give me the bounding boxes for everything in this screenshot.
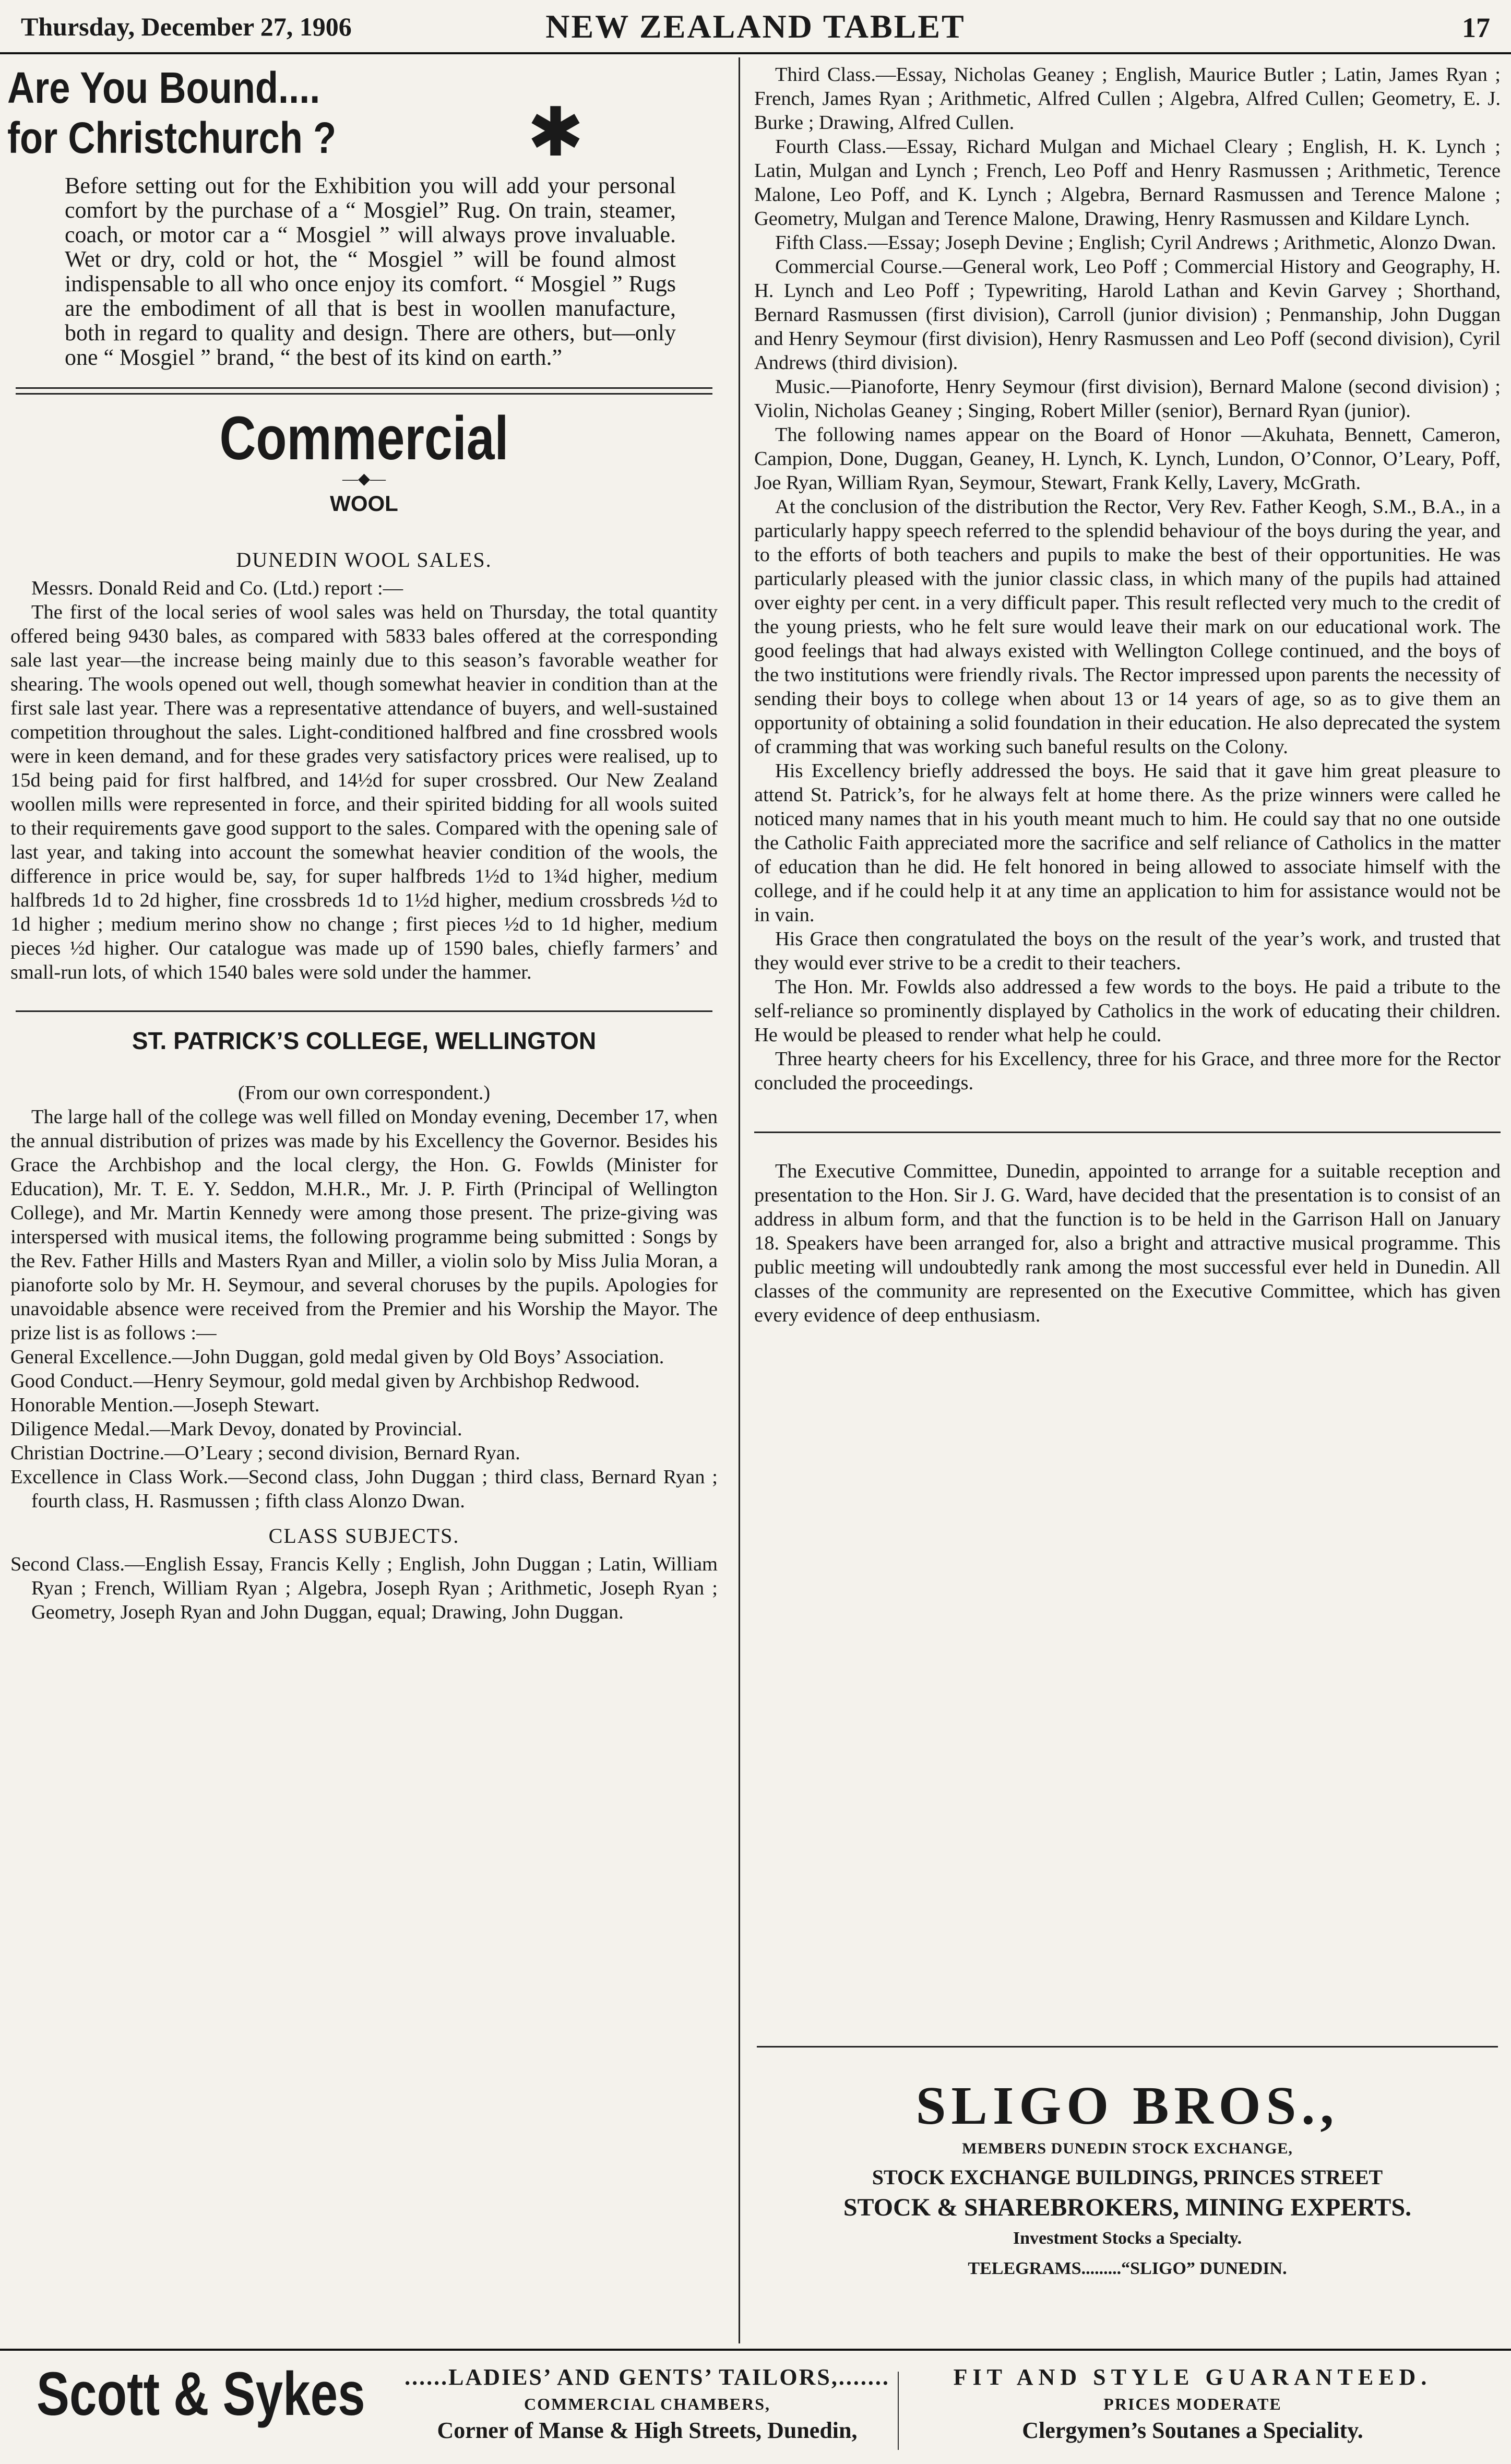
mosgiel-ad-text: Before setting out for the Exhibition you will add your personal comfort by the purchase of a “ Mosgiel” Rug. On train, steamer, coach, or motor car a “ Mosgiel ” will always prove invaluable. Wet or dry, cold or hot, the “ Mosgiel ” will be found almost indispensable to all who once enjoy its comfort. “ Mosgiel ” Rugs are the embodiment of all that is best in woollen manufacture, both in regard to quality and design. There are others, but—only one “ Mosgiel ” brand, “ the best of its kind on earth.” [65, 173, 676, 370]
sligo-advertisement [757, 2025, 1498, 2296]
location-line: Corner of Manse & High Streets, Dunedin, [437, 2418, 858, 2443]
divider [754, 1132, 1501, 1133]
st-patricks-article [0, 1027, 728, 1624]
ad-heading-line-1: Are You Bound.... [7, 63, 320, 112]
mosgiel-advertisement [0, 63, 728, 370]
prize-item: Excellence in Class Work.—Second class, John Duggan ; third class, Bernard Ryan ; fourth class, H. Rasmussen ; fifth class Alonzo Dwan. [10, 1466, 718, 1512]
left-column [0, 63, 728, 2346]
fit-guarantee-line: FIT AND STYLE GUARANTEED. [953, 2364, 1432, 2390]
section-title: Commercial [219, 404, 509, 473]
divider [757, 2046, 1498, 2048]
page-header [0, 0, 1511, 54]
report-intro: Messrs. Donald Reid and Co. (Ltd.) report :— [31, 577, 403, 599]
class-subject-item: Commercial Course.—General work, Leo Poff ; Commercial History and Geography, H. H. Lynch and Leo Poff ; Typewriting, Harold Lathan and Kevin Garvey ; Shorthand, Bernard Rasmussen (first division), Carroll (junior division) ; Penmanship, John Duggan and Henry Seymour (first division), Henry Rasmussen and Leo Poff (second division), Cyril Andrews (third division). [754, 256, 1501, 374]
executive-committee-notice: The Executive Committee, Dunedin, appointed to arrange for a suitable reception and presentation to the Hon. Sir J. G. Ward, have decided that the presentation is to consist of an address in album form, and that the function is to be held in the Garrison Hall on January 18. Speakers have been arranged for, also a bright and attractive musical programme. This public meeting will undoubtedly rank among the most successful ever held in Dunedin. All classes of the community are represented on the Executive Committee, which has given every evidence of deep enthusiasm. [754, 1160, 1501, 1326]
divider [16, 1010, 712, 1012]
class-subject-item: Music.—Pianoforte, Henry Seymour (first division), Bernard Malone (second division) ; Violin, Nicholas Geaney ; Singing, Robert Miller (senior), Bernard Ryan (junior). [754, 376, 1501, 422]
prize-item: Good Conduct.—Henry Seymour, gold medal given by Archbishop Redwood. [10, 1370, 640, 1392]
ad-body [7, 163, 728, 370]
governor-address: His Excellency briefly addressed the boys. He said that it gave him great pleasure to attend St. Patrick’s, for he always felt at home there. As the prize winners were called he noticed many names that in his youth meant much to him. He could say that no one outside the Catholic Faith appreciated more the sacrifice and self reliance of Catholics in the matter of education than he did. He felt honored in being allowed to associate himself with the college, and if he could help it at any time an application to him for assistance would not be in vain. [754, 760, 1501, 926]
advertiser-name: Scott & Sykes [37, 2360, 365, 2429]
rector-speech: At the conclusion of the distribution the Rector, Very Rev. Father Keogh, S.M., B.A., in a particularly happy speech referred to the splendid behaviour of the boys during the year, and to the efforts of both teachers and pupils to make the best of their opportunities. He was particularly pleased with the junior classic class, in which many of the pupils had attained over eighty per cent. in a very difficult paper. This result reflected very much to the credit of the young priests, who he felt sure would leave their mark on our educational work. The good feelings that had always existed with Wellington College continued, and the boys of the two institutions were friendly rivals. The Rector impressed upon parents the necessity of sending their boys to college when about 13 or 14 years of age, so as to give them an opportunity of obtaining a solid foundation in their education. He also deprecated the system of cramming that was working such baneful results on the Colony. [754, 496, 1501, 758]
advertiser-address: STOCK EXCHANGE BUILDINGS, PRINCES STREET [872, 2165, 1383, 2189]
commercial-section [0, 405, 728, 984]
class-subject-item: Third Class.—Essay, Nicholas Geaney ; English, Maurice Butler ; Latin, James Ryan ; French, James Ryan ; Arithmetic, Alfred Cullen ; Algebra, Alfred Cullen; Geometry, E. J. Burke ; Drawing, Alfred Cullen. [754, 64, 1501, 134]
class-subject-item: Second Class.—English Essay, Francis Kelly ; English, John Duggan ; Latin, William Ryan ; French, William Ryan ; Algebra, Joseph Ryan ; Arithmetic, Joseph Ryan ; Geometry, Joseph Ryan and John Duggan, equal; Drawing, John Duggan. [10, 1553, 718, 1623]
board-of-honor: The following names appear on the Board of Honor —Akuhata, Bennett, Cameron, Campion, Done, Duggan, Geaney, H. Lynch, K. Lynch, Lundon, O’Connor, O’Leary, Poff, Joe Ryan, William Ryan, Seymour, Stewart, Frank Kelly, Lavery, McGrath. [754, 424, 1501, 494]
ad-heading-line-2: for Christchurch ? [7, 113, 337, 162]
byline: (From our own correspondent.) [237, 1082, 491, 1104]
prize-item: Diligence Medal.—Mark Devoy, donated by Provincial. [10, 1418, 462, 1440]
right-column [754, 63, 1501, 2179]
wool-report: The first of the local series of wool sales was held on Thursday, the total quantity offered being 9430 bales, as compared with 5833 bales offered at the corresponding sale last year—the increase being mainly due to this season’s favorable weather for shearing. The wools opened out well, though somewhat heavier in condition than at the first sale last year. There was a representative attendance of buyers, and well-sustained competition throughout the sales. Light-conditioned halfbred and fine crossbred wools were in keen demand, and for these grades very satisfactory prices were realised, up to 15d being paid for first halfbred, and 14½d for super crossbred. Our New Zealand woollen mills were represented in force, and their spirited bidding for all wools suited to their requirements gave good support to the sales. Compared with the opening sale of last year, and taking into account the somewhat heavier condition of the wools, the difference in price would be, say, for super halfbreds 1½d to 1¾d higher, medium halfbreds 1d to 2d higher, fine crossbreds 1d to 1½d higher, medium crossbreds ½d to 1d higher ; medium merino show no change ; first pieces ½d to 1d higher, medium pieces ½d higher. Our catalogue was made up of 1590 bales, chiefly farmers’ and small-run lots, of which 1540 bales were sold under the hammer. [10, 601, 718, 983]
article-heading: ST. PATRICK’S COLLEGE, WELLINGTON [132, 1027, 597, 1054]
advertiser-membership: MEMBERS DUNEDIN STOCK EXCHANGE, [962, 2140, 1293, 2157]
advertiser-business: STOCK & SHAREBROKERS, MINING EXPERTS. [843, 2194, 1412, 2221]
class-subjects-heading: CLASS SUBJECTS. [268, 1524, 460, 1548]
tailors-line: ......LADIES’ AND GENTS’ TAILORS,....... [404, 2364, 890, 2390]
closing-remarks: Three hearty cheers for his Excellency, three for his Grace, and three more for the Rector concluded the proceedings. [754, 1048, 1501, 1094]
advertiser-specialty: Investment Stocks a Specialty. [1013, 2229, 1242, 2248]
class-subject-item: Fourth Class.—Essay, Richard Mulgan and Michael Cleary ; English, H. K. Lynch ; Latin, Mulgan and Lynch ; French, Leo Poff and Henry Rasmussen ; Arithmetic, Terence Malone, Leo Poff, and K. Lynch ; Algebra, Bernard Rasmussen and Terence Malone ; Geometry, Mulgan and Terence Malone, Drawing, Henry Rasmussen and Kildare Lynch. [754, 136, 1501, 230]
asterisk-ornament-icon: ✱ [527, 96, 584, 171]
archbishop-remarks: His Grace then congratulated the boys on the result of the year’s work, and trusted that they would ever strive to be a credit to their teachers. [754, 928, 1501, 974]
chambers-line: COMMERCIAL CHAMBERS, [524, 2395, 770, 2413]
prize-item: Honorable Mention.—Joseph Stewart. [10, 1394, 320, 1416]
prize-item: Christian Doctrine.—O’Leary ; second division, Bernard Ryan. [10, 1442, 520, 1464]
divider [16, 387, 712, 395]
clergy-specialty-line: Clergymen’s Soutanes a Speciality. [1022, 2418, 1363, 2443]
masthead-title: NEW ZEALAND TABLET [545, 8, 966, 45]
article-title: DUNEDIN WOOL SALES. [236, 548, 492, 572]
subsection-title: WOOL [330, 491, 398, 516]
advertiser-telegrams: TELEGRAMS.........“SLIGO” DUNEDIN. [968, 2259, 1287, 2278]
guarantee-details [898, 2364, 1488, 2444]
page-number: 17 [1462, 12, 1490, 43]
prize-item: General Excellence.—John Duggan, gold medal given by Old Boys’ Association. [10, 1346, 664, 1368]
tailor-details [397, 2364, 898, 2444]
prices-line: PRICES MODERATE [1103, 2395, 1282, 2413]
column-rule [739, 57, 740, 2343]
advertiser-name: SLIGO BROS., [915, 2076, 1339, 2136]
class-subject-item: Fifth Class.—Essay; Joseph Devine ; English; Cyril Andrews ; Arithmetic, Alonzo Dwan. [775, 232, 1496, 254]
issue-date: Thursday, December 27, 1906 [21, 12, 352, 41]
article-intro: The large hall of the college was well filled on Monday evening, December 17, when the annual distribution of prizes was made by his Excellency the Governor. Besides his Grace the Archbishop and the local clergy, the Hon. G. Fowlds (Minister for Education), Mr. T. E. Y. Seddon, M.H.R., Mr. J. P. Firth (Principal of Wellington College), and Mr. Martin Kennedy were among those present. The prize-giving was interspersed with musical items, the following programme being submitted : Songs by the Rev. Father Hills and Masters Ryan and Miller, a violin solo by Miss Julia Moran, a pianoforte solo by Mr. H. Seymour, and several choruses by the pupils. Apologies for unavoidable absence were received from the Premier and his Worship the Mayor. The prize list is as follows :— [10, 1106, 718, 1344]
scott-sykes-advertisement [0, 2349, 1511, 2464]
ornament-diamond-icon: —◆— [342, 470, 386, 487]
minister-remarks: The Hon. Mr. Fowlds also addressed a few words to the boys. He paid a tribute to the self-reliance so prominently displayed by Catholics in the work of educating their children. He would be pleased to render what help he could. [754, 976, 1501, 1046]
